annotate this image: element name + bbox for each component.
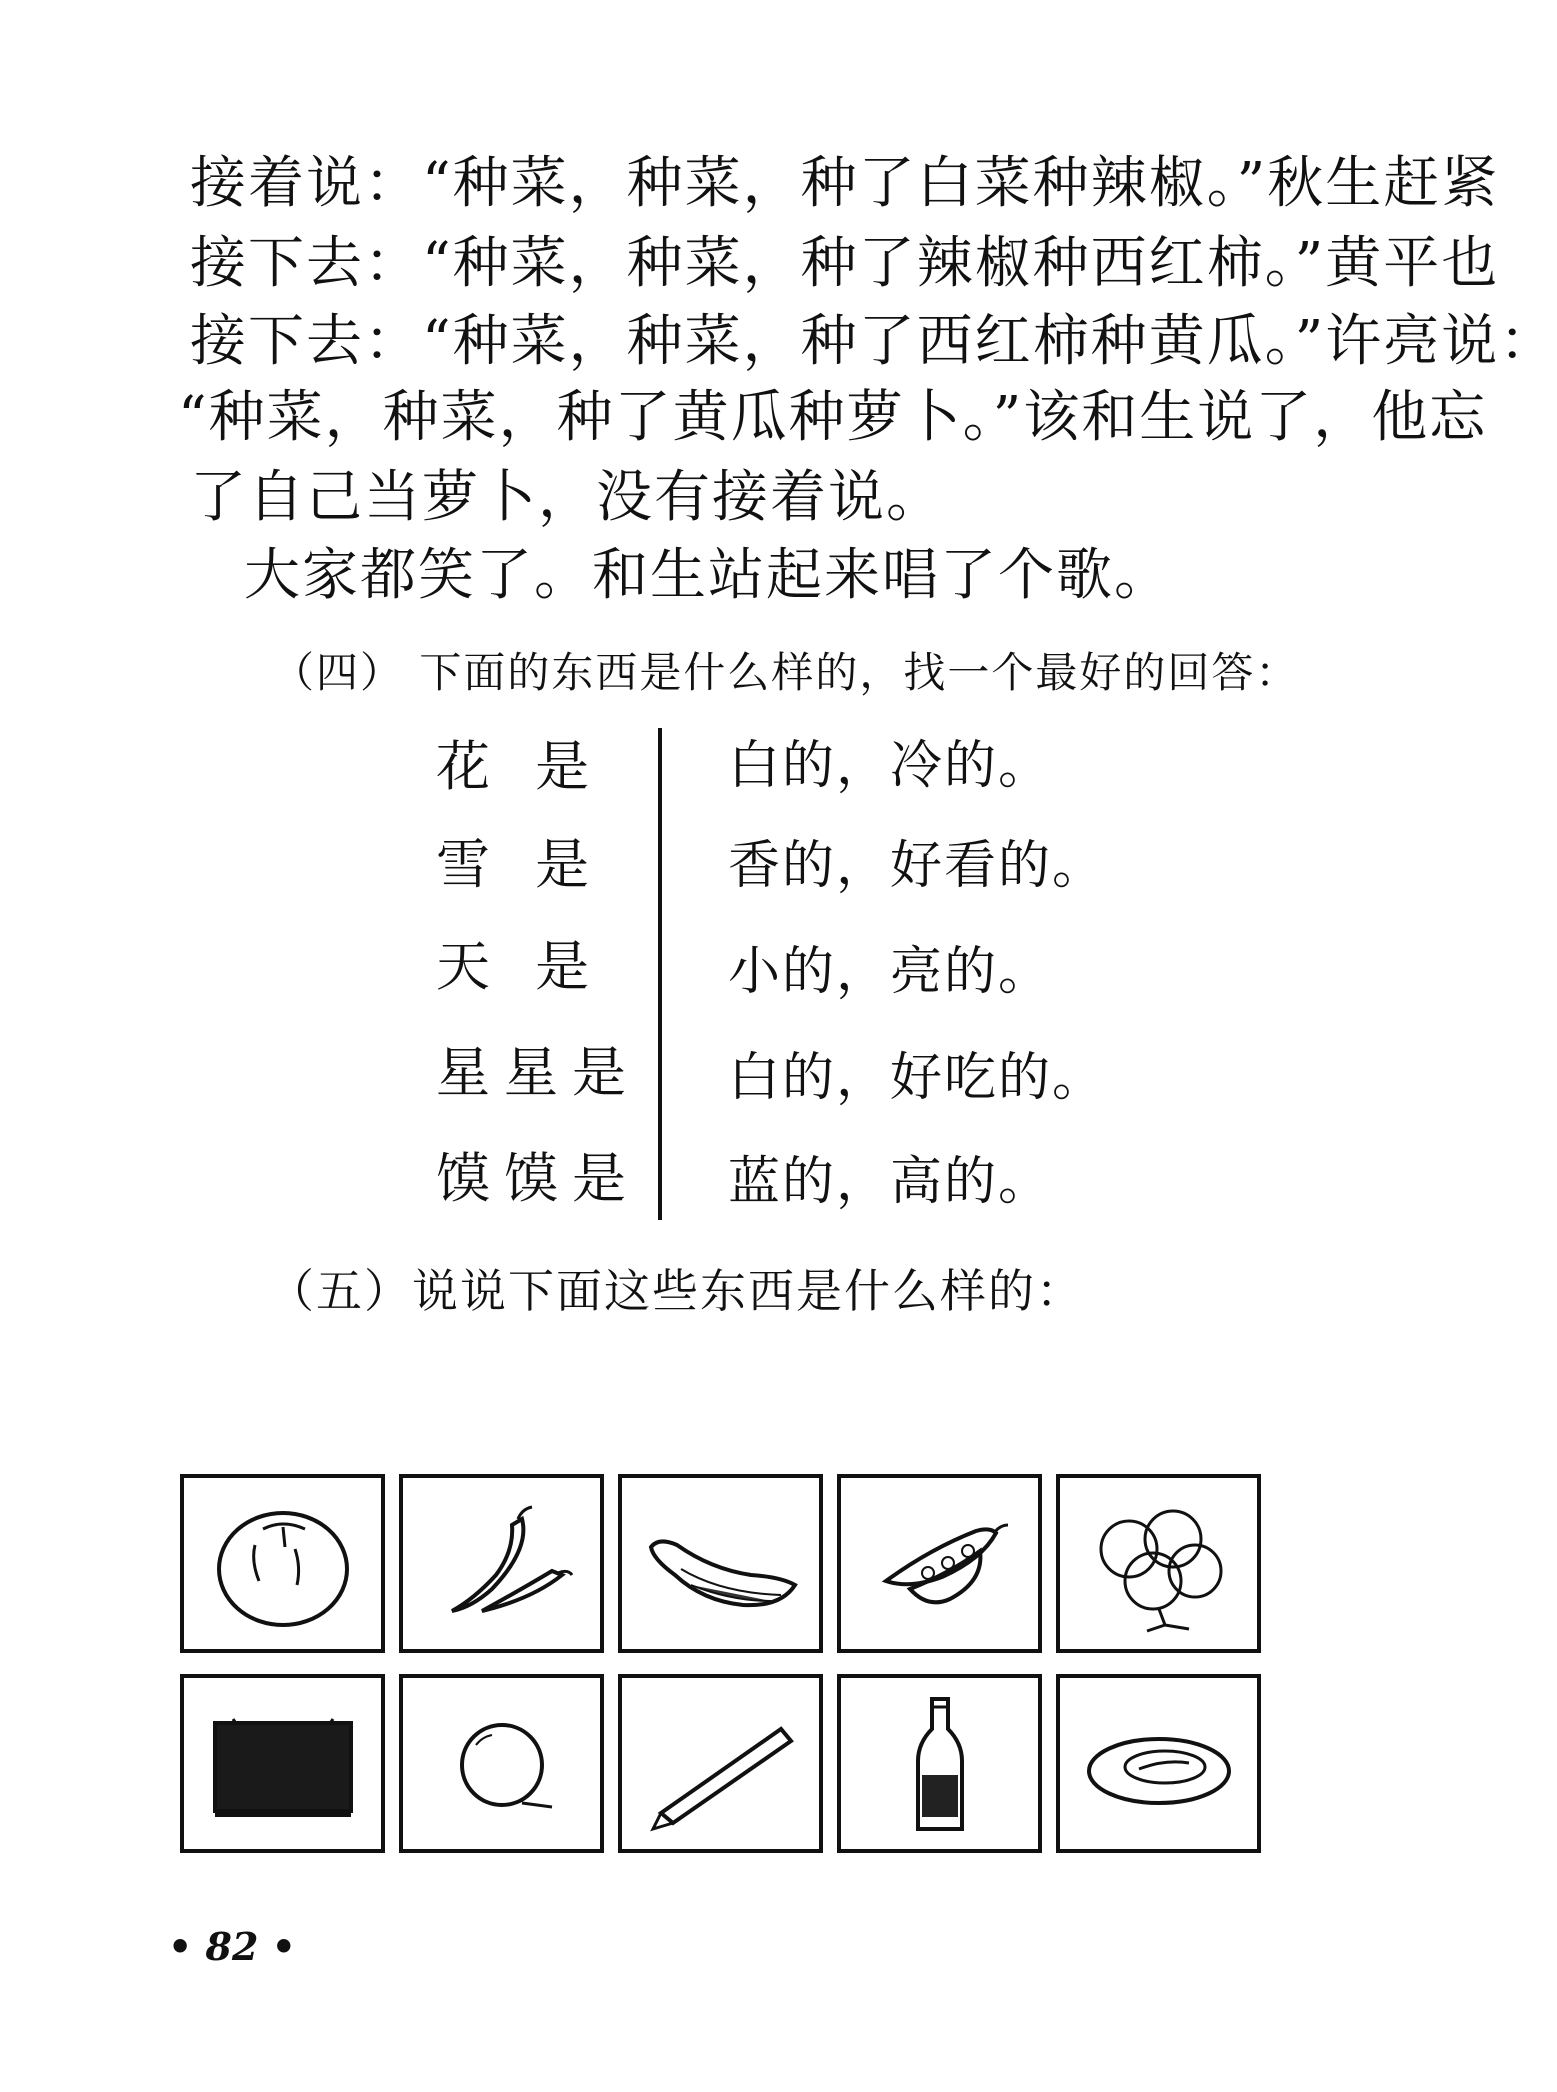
blackboard-icon — [193, 1689, 373, 1839]
tomato-icon — [193, 1489, 373, 1639]
cotton-icon — [1069, 1489, 1249, 1639]
match-right-item: 小的，亮的。 — [728, 942, 1053, 1002]
table-divider — [658, 728, 662, 1220]
picture-cell — [618, 1474, 823, 1653]
picture-cell — [180, 1474, 385, 1653]
match-right-item: 白的，冷的。 — [728, 736, 1053, 796]
picture-cell — [837, 1474, 1042, 1653]
paragraph-line: 接下去：“种菜，种菜，种了西红柿种黄瓜。”许亮说： — [190, 309, 1557, 374]
picture-cell — [1056, 1674, 1261, 1853]
match-left-item: 雪 是 — [436, 833, 604, 896]
picture-cell — [399, 1474, 604, 1653]
match-right-item: 蓝的，高的。 — [728, 1152, 1053, 1212]
picture-cell — [180, 1674, 385, 1853]
picture-grid — [180, 1474, 1260, 1858]
paragraph-line: “种菜，种菜，种了黄瓜种萝卜。”该和生说了，他忘 — [178, 385, 1488, 450]
paragraph-line: 接着说：“种菜，种菜，种了白菜种辣椒。”秋生赶紧 — [190, 151, 1500, 216]
paragraph-line: 大家都笑了。和生站起来唱了个歌。 — [244, 543, 1172, 608]
match-left-item: 花 是 — [436, 735, 604, 798]
match-right-item: 香的，好看的。 — [728, 836, 1107, 896]
paragraph-line: 了自己当萝卜，没有接着说。 — [190, 465, 944, 530]
match-right-item: 白的，好吃的。 — [728, 1048, 1107, 1108]
exercise-4-heading: （四） 下面的东西是什么样的，找一个最好的回答： — [272, 648, 1300, 697]
match-left-item: 馍馍是 — [436, 1147, 640, 1210]
match-left-item: 星星是 — [436, 1041, 640, 1104]
cucumber-icon — [631, 1489, 811, 1639]
paragraph-line: 接下去：“种菜，种菜，种了辣椒种西红柿。”黄平也 — [190, 231, 1500, 296]
match-left-item: 天 是 — [436, 935, 604, 998]
ball-icon — [412, 1689, 592, 1839]
picture-cell — [399, 1674, 604, 1853]
bottle-icon — [850, 1689, 1030, 1839]
picture-cell — [618, 1674, 823, 1853]
picture-cell — [1056, 1474, 1261, 1653]
picture-cell — [837, 1674, 1042, 1853]
exercise-5-heading: （五）说说下面这些东西是什么样的： — [268, 1264, 1084, 1318]
beans-icon — [850, 1489, 1030, 1639]
pepper-icon — [412, 1489, 592, 1639]
pencil-icon — [631, 1689, 811, 1839]
plate-icon — [1069, 1689, 1249, 1839]
page-number: • 82 • — [168, 1924, 296, 1969]
